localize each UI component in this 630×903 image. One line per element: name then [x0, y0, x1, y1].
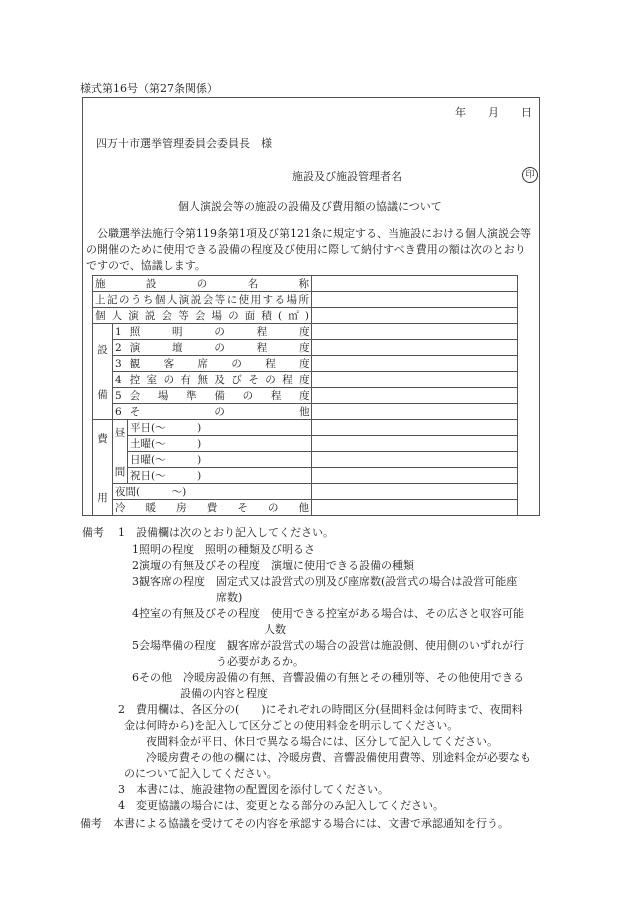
note-1-item: 2演壇の有無及びその程度 演壇に使用できる設備の種類 [132, 559, 414, 572]
equipment-label: 会場準備の程度 [129, 390, 310, 402]
note-1-item: 5会場準備の程度 観客席が設営式の場合の設営は施設側、使用側のいずれが行 [132, 639, 524, 652]
equipment-value [312, 404, 518, 420]
table-row [93, 372, 518, 388]
daytime-group-cell [113, 420, 128, 484]
equipment-label: その他 [129, 406, 310, 418]
daytime-value [312, 452, 518, 468]
heating-value [312, 500, 518, 516]
equipment-group-bottom: 備 [97, 388, 108, 401]
notes-label: 備考 [82, 526, 104, 539]
table-row [93, 276, 518, 292]
daytime-group-bottom: 間 [114, 465, 126, 478]
applicant-label: 施設及び施設管理者名 [292, 170, 402, 183]
table-row [93, 468, 518, 484]
table-row [93, 388, 518, 404]
equipment-label: 演壇の程度 [129, 342, 310, 354]
intro-paragraph: 公職選挙法施行令第119条第1項及び第121条に規定する、当施設における個人演説会等の開催のために使用できる設備の程度及び使用に際して納付すべき費用の額は次のとおりですので、協議します。 [86, 227, 531, 272]
note-1-item: 6その他 冷暖房設備の有無、音響設備の有無とその種別等、その他使用できる [132, 671, 524, 684]
equipment-no: 2 [115, 342, 122, 354]
daytime-label: 祝日(～ ) [128, 468, 312, 484]
note-1: 1 設備欄は次のとおり記入してください。 [118, 526, 334, 539]
table-row [93, 292, 518, 308]
daytime-group-top: 昼 [114, 426, 126, 439]
facility-table [92, 275, 518, 516]
equipment-group-cell [93, 324, 113, 420]
form-title: 個人演説会等の施設の設備及び費用額の協議について [178, 200, 442, 213]
equipment-label: 照明の程度 [129, 326, 310, 338]
note-1-item: 設備の内容と程度 [180, 687, 268, 700]
note-1-item: 3観客席の程度 固定式又は設営式の別及び座席数(設営式の場合は設営可能座 [132, 575, 518, 588]
footer-note: 備考 本書による協議を受けてその内容を承認する場合には、文書で承認通知を行う。 [80, 817, 509, 830]
table-row [93, 308, 518, 324]
daytime-value [312, 436, 518, 452]
night-label: 夜間( ～) [113, 484, 312, 500]
area-value [312, 308, 518, 324]
equipment-value [312, 372, 518, 388]
cost-group-cell [93, 420, 113, 516]
daytime-label: 平日(～ ) [128, 420, 312, 436]
equipment-value [312, 340, 518, 356]
area-label: 個人演説会等会場の面積(㎡) [95, 310, 310, 322]
cost-group-top: 費 [97, 432, 108, 445]
note-1-item: 4控室の有無及びその程度 使用できる控室がある場合は、その広さと収容可能 [132, 607, 524, 620]
table-row [93, 356, 518, 372]
note-1-item: う必要があるか。 [216, 655, 304, 668]
daytime-value [312, 420, 518, 436]
equipment-value [312, 356, 518, 372]
table-row [93, 340, 518, 356]
note-1-item: 1照明の程度 照明の種類及び明るさ [132, 543, 315, 556]
equipment-group-top: 設 [97, 343, 108, 356]
equipment-no: 4 [115, 374, 122, 386]
daytime-value [312, 468, 518, 484]
table-row [93, 404, 518, 420]
addressee: 四万十市選挙管理委員会委員長 様 [96, 137, 272, 150]
date-line: 年 月 日 [455, 106, 532, 119]
note-1-item: 席数) [216, 591, 243, 604]
heating-label: 冷暖房費その他 [115, 502, 310, 514]
facility-name-label: 施設の名称 [95, 278, 310, 290]
note-1-item: 人数 [264, 623, 286, 636]
equipment-value [312, 388, 518, 404]
seal-mark: 印 [522, 167, 538, 183]
table-row [93, 420, 518, 436]
note-2-heating-cont: のについて記入してください。 [124, 767, 278, 780]
speech-place-value [312, 292, 518, 308]
equipment-no: 1 [115, 326, 122, 338]
table-row [93, 324, 518, 340]
daytime-label: 土曜(～ ) [128, 436, 312, 452]
table-row [93, 500, 518, 516]
equipment-label: 控室の有無及びその程度 [129, 374, 310, 386]
facility-name-value [312, 276, 518, 292]
equipment-no: 5 [115, 390, 122, 402]
cost-group-bottom: 用 [97, 491, 108, 504]
note-3: 3 本書には、施設建物の配置図を添付してください。 [118, 783, 389, 796]
table-row [93, 452, 518, 468]
note-2-night: 夜間料金が平日、休日で異なる場合には、区分して記入してください。 [146, 735, 498, 748]
note-4: 4 変更協議の場合には、変更となる部分のみ記入してください。 [118, 799, 444, 812]
equipment-label: 観客席の程度 [129, 358, 310, 370]
note-2-cont: 金は何時から)を記入して区分ごとの使用料金を明示してください。 [124, 719, 459, 732]
form-number: 様式第16号（第27条関係） [80, 82, 218, 95]
table-row [93, 484, 518, 500]
note-2-heating: 冷暖房費その他の欄には、冷暖房費、音響設備使用費等、別途料金が必要なも [146, 751, 531, 764]
note-2: 2 費用欄は、各区分の( )にそれぞれの時間区分(昼間料金は何時まで、夜間料 [118, 703, 523, 716]
night-value [312, 484, 518, 500]
speech-place-label: 上記のうち個人演説会等に使用する場所 [95, 294, 310, 306]
equipment-no: 3 [115, 358, 122, 370]
daytime-label: 日曜(～ ) [128, 452, 312, 468]
equipment-no: 6 [115, 406, 122, 418]
table-row [93, 436, 518, 452]
equipment-value [312, 324, 518, 340]
